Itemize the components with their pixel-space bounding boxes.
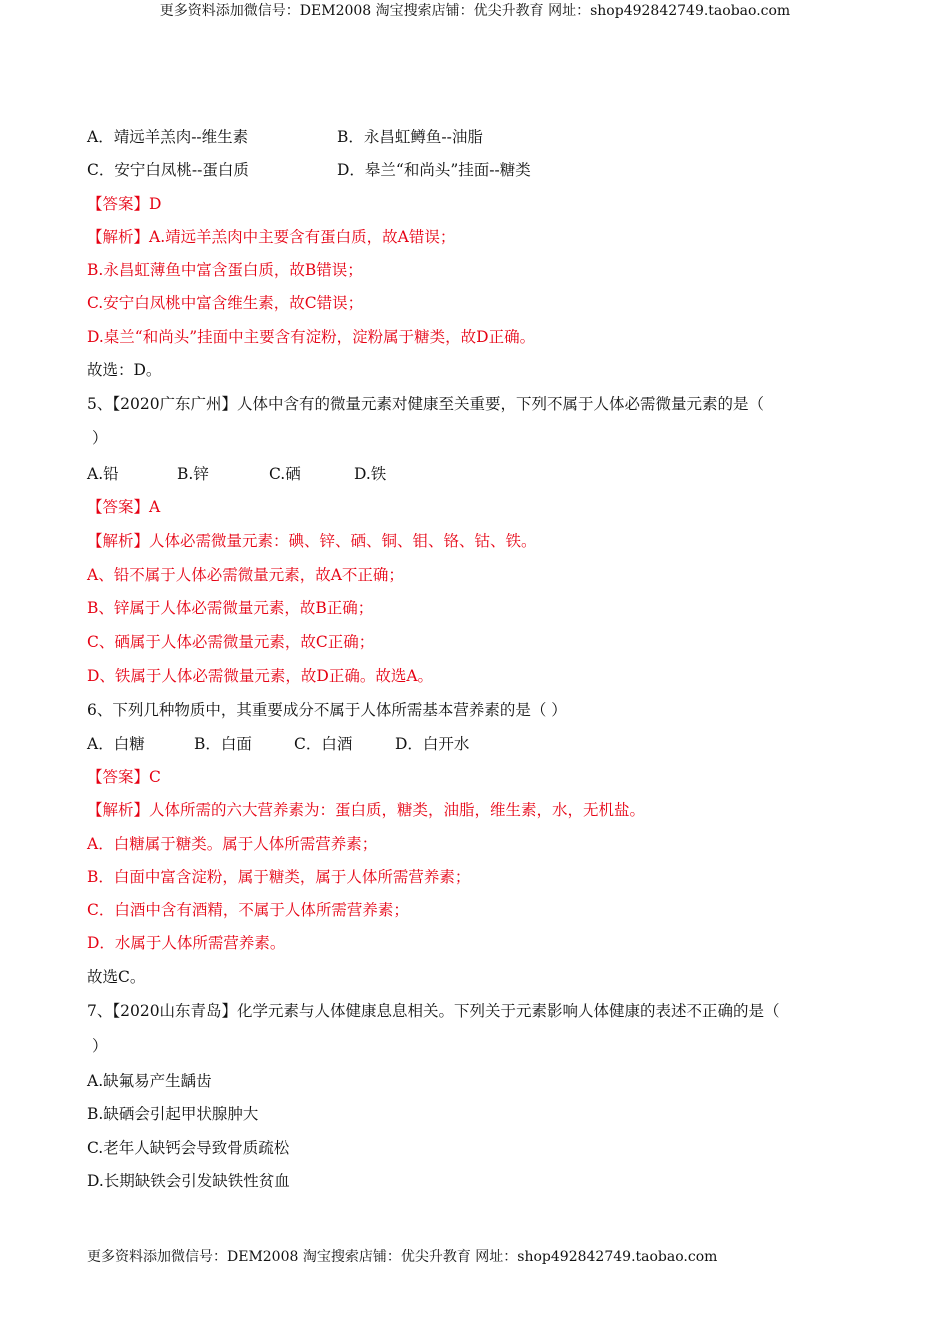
q4-option-d: D．皋兰“和尚头”挂面--糖类 [337, 161, 531, 179]
page-footer: 更多资料添加微信号：DEM2008 淘宝搜索店铺：优尖升教育 网址：shop492842749.taobao.com [87, 1249, 718, 1265]
q5-answer: 【答案】A [87, 498, 161, 516]
q6-options [87, 734, 470, 754]
q4-option-row-2 [87, 160, 531, 180]
q6-option-b: B．白面 [194, 735, 252, 753]
q4-option-row-1 [87, 127, 483, 147]
q6-stem: 6、下列几种物质中，其重要成分不属于人体所需基本营养素的是（ ） [87, 701, 567, 719]
q5-stem-line-1: 5、【2020广东广州】人体中含有的微量元素对健康至关重要，下列不属于人体必需微量元素的是（ [87, 395, 765, 413]
q5-option-d: D.铁 [354, 465, 387, 483]
q7-stem-line-1: 7、【2020山东青岛】化学元素与人体健康息息相关。下列关于元素影响人体健康的表述不正确的是（ [87, 1002, 780, 1020]
q6-analysis-line-5: D．水属于人体所需营养素。 [87, 934, 286, 952]
q4-option-c: C．安宁白凤桃--蛋白质 [87, 161, 249, 179]
q6-option-d: D．白开水 [395, 735, 470, 753]
q4-option-a: A．靖远羊羔肉--维生素 [87, 128, 249, 146]
q5-analysis-line-5: D、铁属于人体必需微量元素，故D正确。故选A。 [87, 667, 434, 685]
q5-option-c: C.硒 [269, 465, 301, 483]
q6-analysis-line-4: C．白酒中含有酒精，不属于人体所需营养素； [87, 901, 409, 919]
q5-option-a: A.铅 [87, 465, 119, 483]
q6-analysis-line-1: 【解析】人体所需的六大营养素为：蛋白质，糖类，油脂，维生素，水，无机盐。 [87, 801, 646, 819]
q5-analysis-line-1: 【解析】人体必需微量元素：碘、锌、硒、铜、钼、铬、钴、铁。 [87, 532, 537, 550]
q5-analysis-line-2: A、铅不属于人体必需微量元素，故A不正确； [87, 566, 404, 584]
q7-option-d: D.长期缺铁会引发缺铁性贫血 [87, 1172, 290, 1190]
q5-option-b: B.锌 [177, 465, 209, 483]
q7-stem-line-2: ） [92, 1037, 108, 1055]
q7-option-c: C.老年人缺钙会导致骨质疏松 [87, 1139, 290, 1157]
q6-answer: 【答案】C [87, 768, 161, 786]
q6-analysis-line-2: A．白糖属于糖类。属于人体所需营养素； [87, 835, 378, 853]
q4-option-b: B．永昌虹鳟鱼--油脂 [337, 128, 483, 146]
q6-option-a: A．白糖 [87, 735, 145, 753]
q4-answer: 【答案】D [87, 195, 162, 213]
q4-analysis-line-2: B.永昌虹薄鱼中富含蛋白质，故B错误； [87, 261, 363, 279]
q5-analysis-line-3: B、锌属于人体必需微量元素，故B正确； [87, 599, 374, 617]
q5-stem-line-2: ） [92, 429, 108, 447]
q7-option-a: A.缺氟易产生龋齿 [87, 1072, 212, 1090]
q4-conclusion: 故选：D。 [87, 361, 162, 379]
q6-conclusion: 故选C。 [87, 968, 146, 986]
q5-options [87, 464, 387, 484]
q4-analysis-line-1: 【解析】A.靖远羊羔肉中主要含有蛋白质，故A错误； [87, 228, 456, 246]
page-header: 更多资料添加微信号：DEM2008 淘宝搜索店铺：优尖升教育 网址：shop492842749.taobao.com [159, 3, 791, 19]
q6-analysis-line-3: B．白面中富含淀粉，属于糖类，属于人体所需营养素； [87, 868, 471, 886]
q6-option-c: C．白酒 [294, 735, 353, 753]
q4-analysis-line-3: C.安宁白凤桃中富含维生素，故C错误； [87, 294, 364, 312]
q4-analysis-line-4: D.桌兰“和尚头”挂面中主要含有淀粉，淀粉属于糖类，故D正确。 [87, 328, 536, 346]
q7-option-b: B.缺硒会引起甲状腺肿大 [87, 1105, 259, 1123]
q5-analysis-line-4: C、硒属于人体必需微量元素，故C正确； [87, 633, 375, 651]
